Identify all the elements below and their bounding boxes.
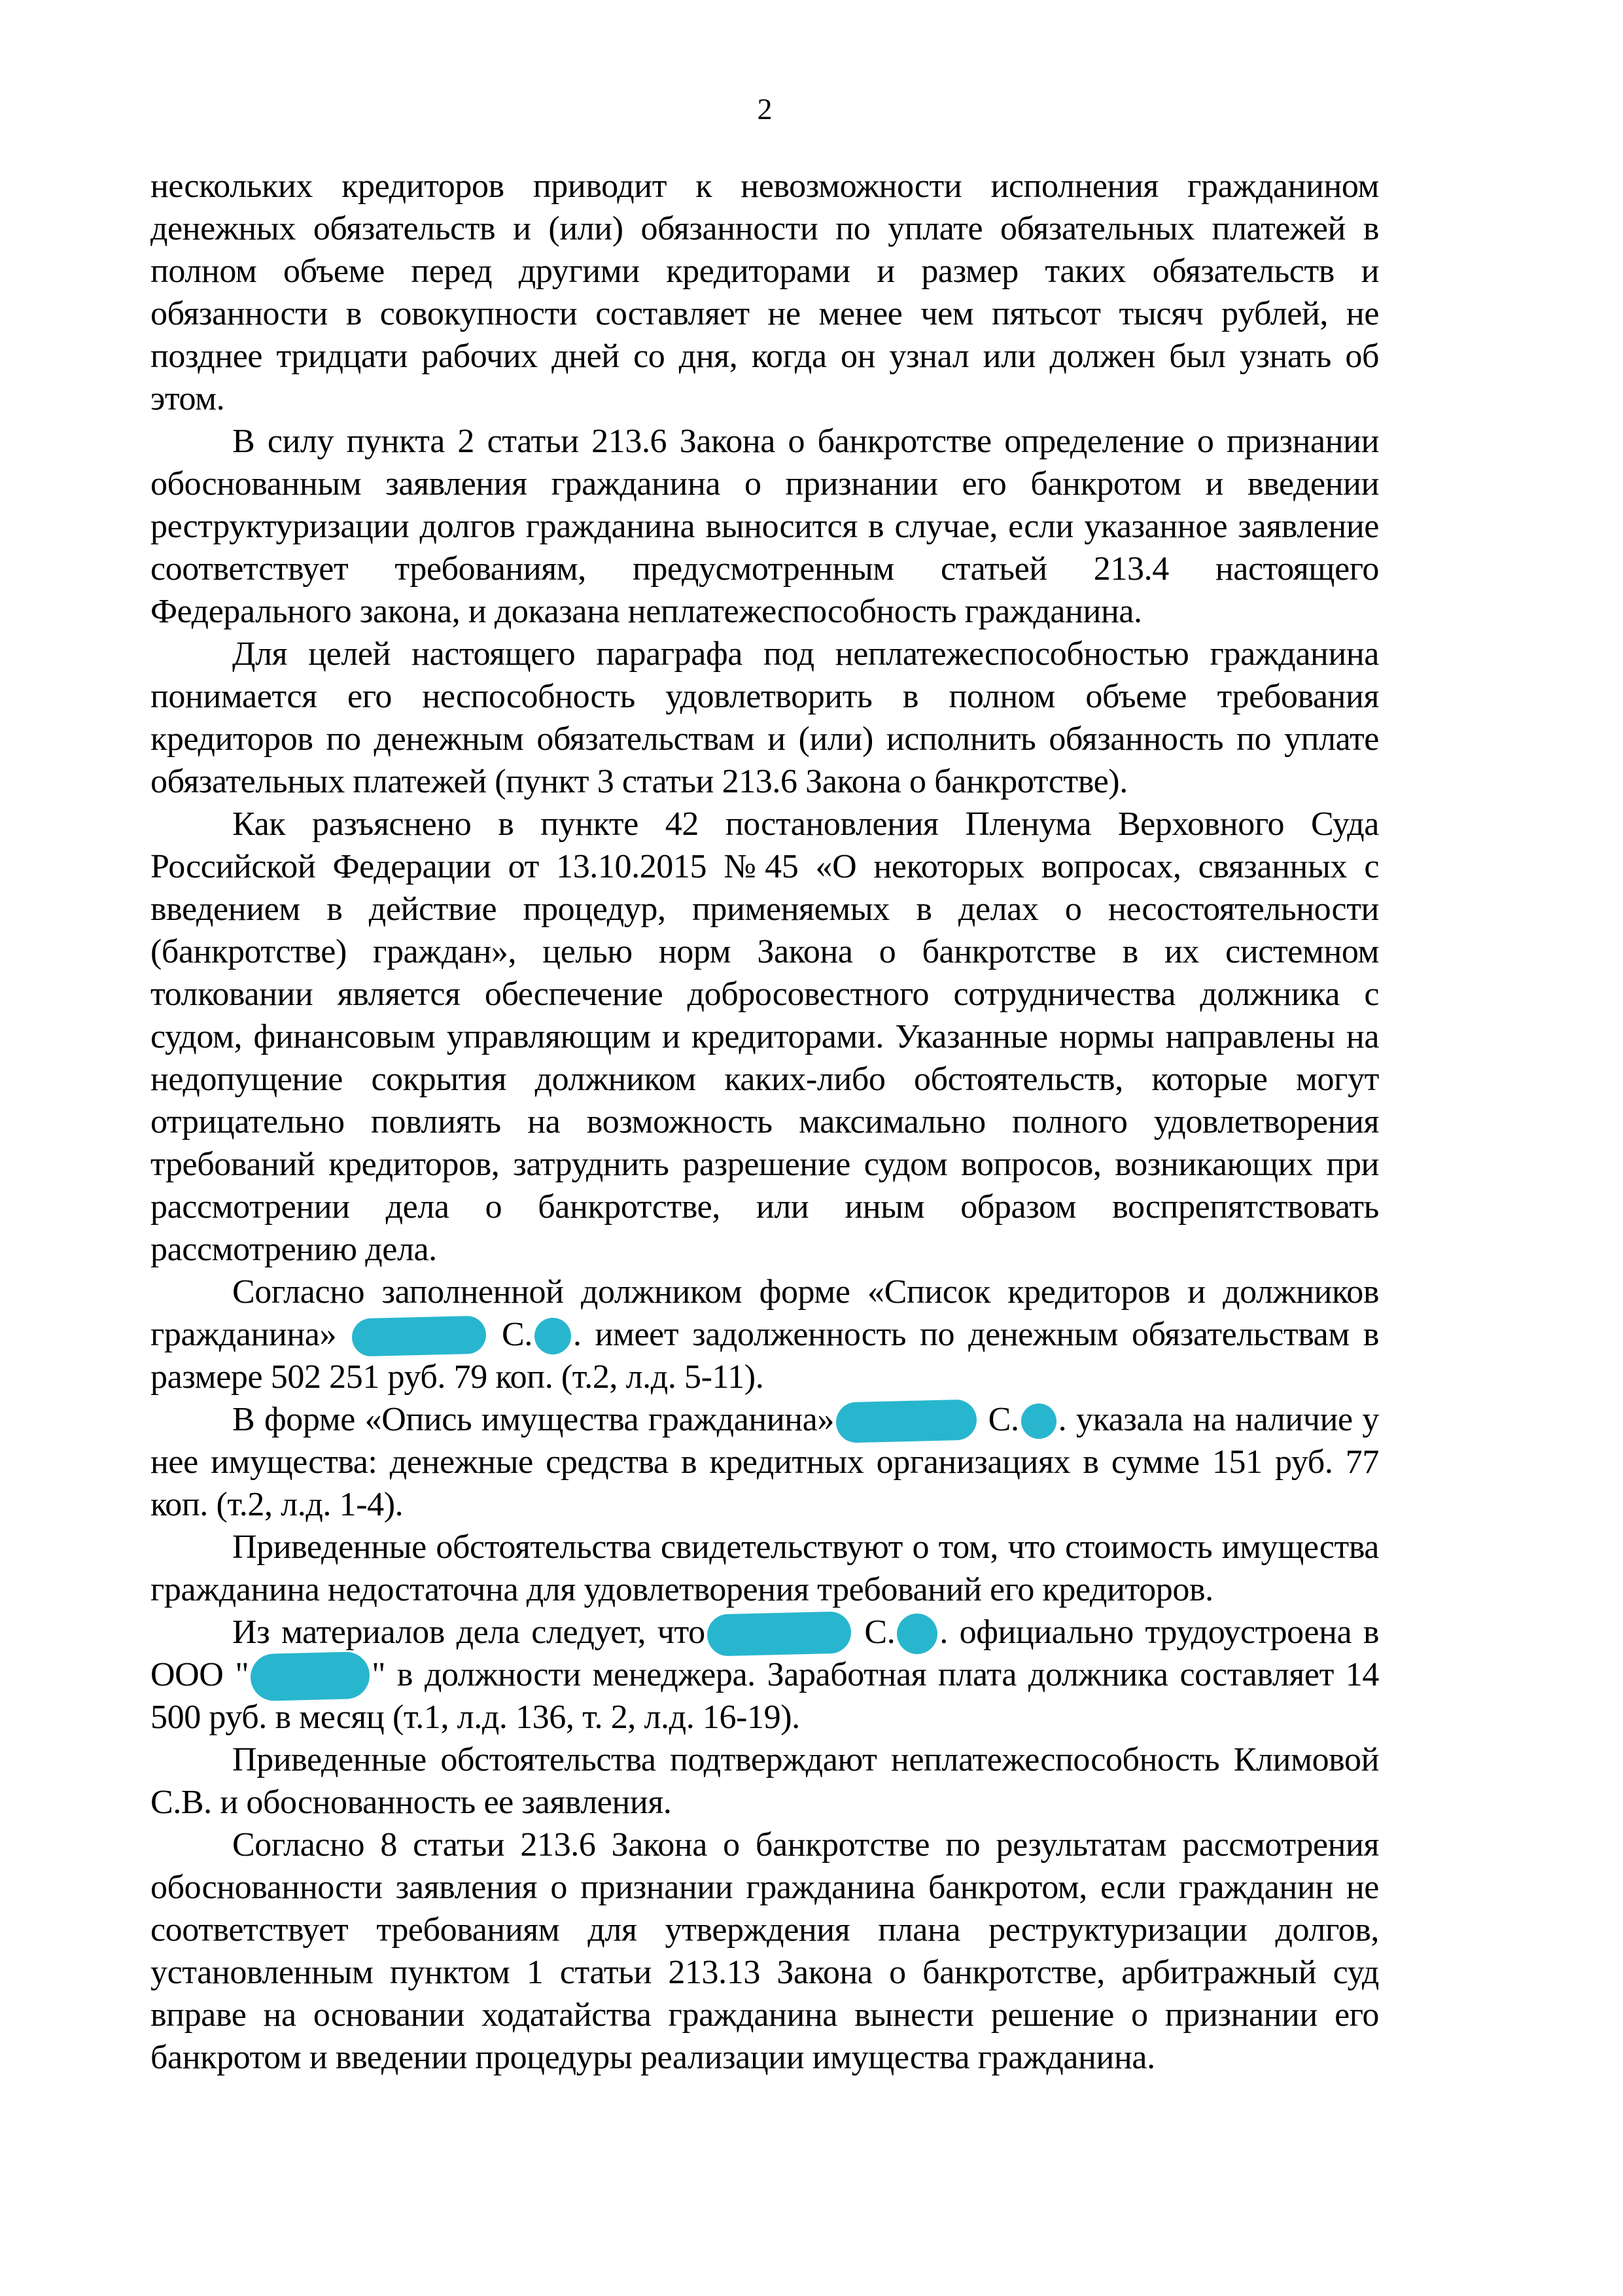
paragraph: [150, 1271, 1379, 1398]
paragraph: [150, 1611, 1379, 1739]
paragraph: [150, 633, 1379, 803]
page-number: 2: [757, 92, 773, 126]
text-segment: С.: [852, 1614, 896, 1651]
redaction-mark: [835, 1399, 977, 1443]
text-segment: С.: [488, 1316, 532, 1353]
document-body: [150, 165, 1379, 2079]
redaction-mark: [351, 1316, 486, 1357]
text-segment: В силу пункта 2 статьи 213.6 Закона о банкротстве определение о признании обоснованным заявления гражданина о признании его банкротом и введении реструктуризации долгов гражданина выносится в случае, если указанное заявление соответствует требованиям, предусмотренным статьей 213.4 настоящего Федерального закона, и доказана неплатежеспособность гражданина.: [150, 423, 1379, 630]
text-segment: нескольких кредиторов приводит к невозможности исполнения гражданином денежных обязательств и (или) обязанности по уплате обязательных платежей в полном объеме перед другими кредиторами и размер таких обязательств и обязанности в совокупности составляет не менее чем пятьсот тысяч рублей, не позднее тридцати рабочих дней со дня, когда он узнал или должен был узнать об этом.: [150, 168, 1379, 417]
redaction-mark: [534, 1318, 571, 1354]
text-segment: Приведенные обстоятельства свидетельствуют о том, что стоимость имущества гражданина недостаточна для удовлетворения требований его кредиторов.: [150, 1528, 1379, 1608]
paragraph: [150, 420, 1379, 633]
text-segment: Согласно заполненной должником форме «Список кредиторов и должников гражданина»: [150, 1273, 1379, 1353]
redaction-mark: [897, 1614, 937, 1654]
text-segment: Для целей настоящего параграфа под неплатежеспособностью гражданина понимается его неспособность удовлетворить в полном объеме требования кредиторов по денежным обязательствам и (или) исполнить обязанность по уплате обязательных платежей (пункт 3 статьи 213.6 Закона о банкротстве).: [150, 635, 1379, 800]
text-segment: Согласно 8 статьи 213.6 Закона о банкротстве по результатам рассмотрения обоснованности заявления о признании гражданина банкротом, если гражданин не соответствует требованиям для утверждения плана реструктуризации долгов, установленным пунктом 1 статьи 213.13 Закона о банкротстве, арбитражный суд вправе на основании ходатайства гражданина вынести решение о признании его банкротом и введении процедуры реализации имущества гражданина.: [150, 1826, 1379, 2076]
text-segment: . официально трудоустроена в ООО ": [150, 1614, 1380, 1693]
text-segment: " в должности менеджера. Заработная плата должника составляет 14 500 руб. в месяц (т.1, л.д. 136, т. 2, л.д. 16-19).: [150, 1656, 1379, 1736]
text-segment: Приведенные обстоятельства подтверждают неплатежеспособность Климовой С.В. и обоснованность ее заявления.: [150, 1741, 1379, 1821]
redaction-mark: [707, 1611, 851, 1656]
redaction-mark: [1021, 1404, 1056, 1439]
paragraph: [150, 1739, 1379, 1824]
paragraph: [150, 803, 1379, 1271]
text-segment: . указала на наличие у нее имущества: денежные средства в кредитных организациях в сумме 151 руб. 77 коп. (т.2, л.д. 1-4).: [150, 1401, 1379, 1523]
paragraph: [150, 1398, 1379, 1526]
text-segment: . имеет задолженность по денежным обязательствам в размере 502 251 руб. 79 коп. (т.2, л.д. 5-11).: [150, 1316, 1380, 1396]
text-segment: Как разъяснено в пункте 42 постановления Пленума Верховного Суда Российской Федерации от 13.10.2015 №45 «О некоторых вопросах, связанных с введением в действие процедур, применяемых в делах о несостоятельности (банкротстве) граждан», целью норм Закона о банкротстве в их системном толковании является обеспечение добросовестного сотрудничества должника с судом, финансовым управляющим и кредиторами. Указанные нормы направлены на недопущение сокрытия должником каких-либо обстоятельств, которые могут отрицательно повлиять на возможность максимально полного удовлетворения требований кредиторов, затруднить разрешение судом вопросов, возникающих при рассмотрении дела о банкротстве, или иным образом воспрепятствовать рассмотрению дела.: [150, 805, 1379, 1268]
text-segment: Из материалов дела следует, что: [232, 1614, 705, 1651]
paragraph: [150, 1526, 1379, 1611]
text-segment: С.: [978, 1401, 1019, 1438]
redaction-mark: [250, 1651, 370, 1701]
text-segment: В форме «Опись имущества гражданина»: [232, 1401, 834, 1438]
paragraph: [150, 1824, 1379, 2079]
paragraph: [150, 165, 1379, 420]
